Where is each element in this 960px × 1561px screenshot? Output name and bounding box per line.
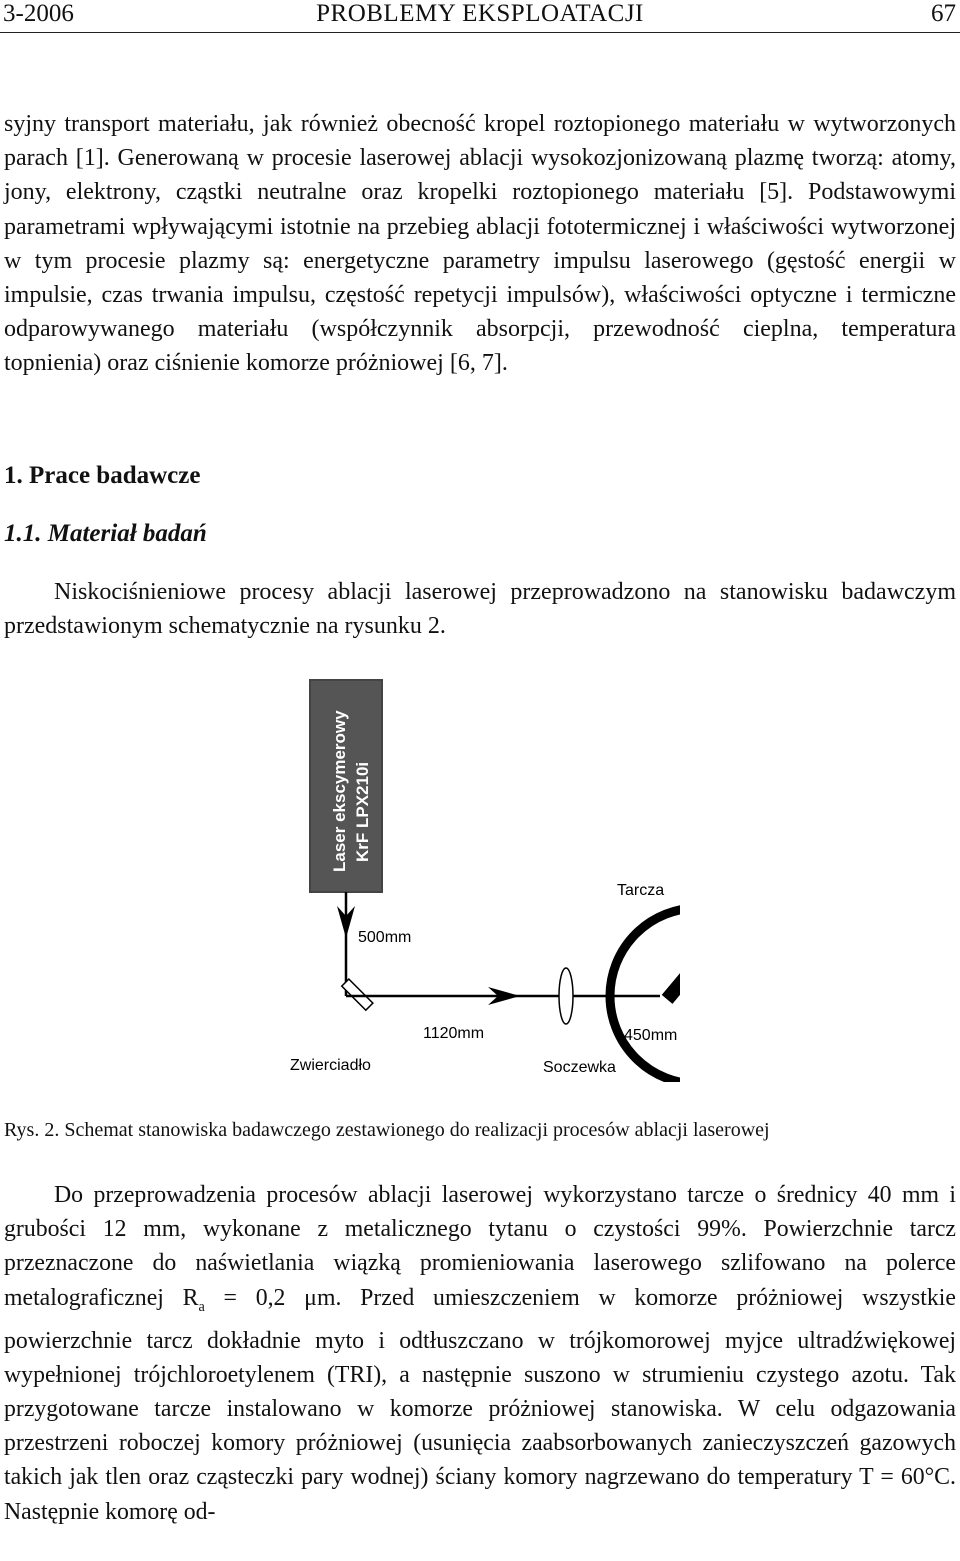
label-zwierciadlo: Zwierciadło: [290, 1057, 371, 1074]
paragraph-targets: [4, 1178, 956, 1529]
laser-label-line1: Laser ekscymerowy: [330, 710, 349, 872]
header-rule: [0, 32, 960, 33]
section-heading: 1. Prace badawcze: [4, 462, 201, 489]
distance-500: 500mm: [358, 929, 412, 946]
laser-label-line2: KrF LPX210i: [353, 761, 372, 862]
page-header: [0, 0, 960, 30]
paragraph-targets-part1: Do przeprowadzenia procesów ablacji laserowej wykorzystano tarcze o średnicy 40 mm i grubości 12 mm, wykonane z metalicznego tytanu o czystości 99%. Powierzchnie tarcz przeznaczone do naświetlania wiązką promieniowania laserowego szlifowano na polerce metalograficznej R: [4, 1182, 956, 1311]
subsection-heading: 1.1. Materiał badań: [4, 520, 207, 547]
lens-icon: [559, 968, 573, 1024]
page-number: 67: [931, 0, 956, 27]
paragraph-targets-part2: = 0,2 μm. Przed umieszczeniem w komorze próżniowej wszystkie powierzchnie tarcz dokładnie myto i odtłuszczano w trójkomorowej myjce ultradźwiękowej wypełnionej trójchloroetylenem (TRI), a następnie suszono w strumieniu czystego azotu. Tak przygotowane tarcze instalowano w komorze próżniowej stanowiska. W celu odgazowania przestrzeni roboczej komory próżniowej (usunięcia zaabsorbowanych zanieczyszczeń gazowych takich jak tlen oraz cząsteczki pary wodnej) ściany komory nagrzewano do temperatury T = 60°C. Następnie komorę od-: [4, 1284, 956, 1525]
paragraph-intro: syjny transport materiału, jak również obecność kropel roztopionego materiału w wytworzonych parach [1]. Generowaną w procesie laserowej ablacji wysokozjonizowaną plazmę tworzą: atomy, jony, elektrony, cząstki neutralne oraz kropelki roztopionego materiału [5]. Podstawowymi parametrami wpływającymi istotnie na przebieg ablacji fototermicznej i właściwości wytworzonej w tym procesie plazmy są: energetyczne parametry impulsu laserowego (gęstość energii w impulsie, czas trwania impulsu, częstość repetycji impulsów), właściwości optyczne i termiczne odparowywanego materiału (współczynnik absorpcji, przewodność cieplna, temperatura topnienia) oraz ciśnienie komorze próżniowej [6, 7].: [4, 111, 956, 377]
figure-caption: Rys. 2. Schemat stanowiska badawczego zestawionego do realizacji procesów ablacji laserowej: [4, 1119, 770, 1141]
distance-450: 450mm: [624, 1027, 678, 1044]
distance-1120: 1120mm: [423, 1025, 485, 1042]
label-soczewka: Soczewka: [543, 1059, 616, 1076]
target-disc: [662, 934, 680, 1004]
roughness-subscript: a: [198, 1298, 205, 1315]
setup-diagram: [280, 676, 680, 1082]
label-tarcza: Tarcza: [617, 882, 665, 899]
issue-number: 3-2006: [3, 0, 74, 27]
paragraph-setup: Niskociśnieniowe procesy ablacji laserowej przeprowadzono na stanowisku badawczym przedstawionym schematycznie na rysunku 2.: [4, 579, 956, 640]
journal-title: PROBLEMY EKSPLOATACJI: [316, 0, 644, 27]
